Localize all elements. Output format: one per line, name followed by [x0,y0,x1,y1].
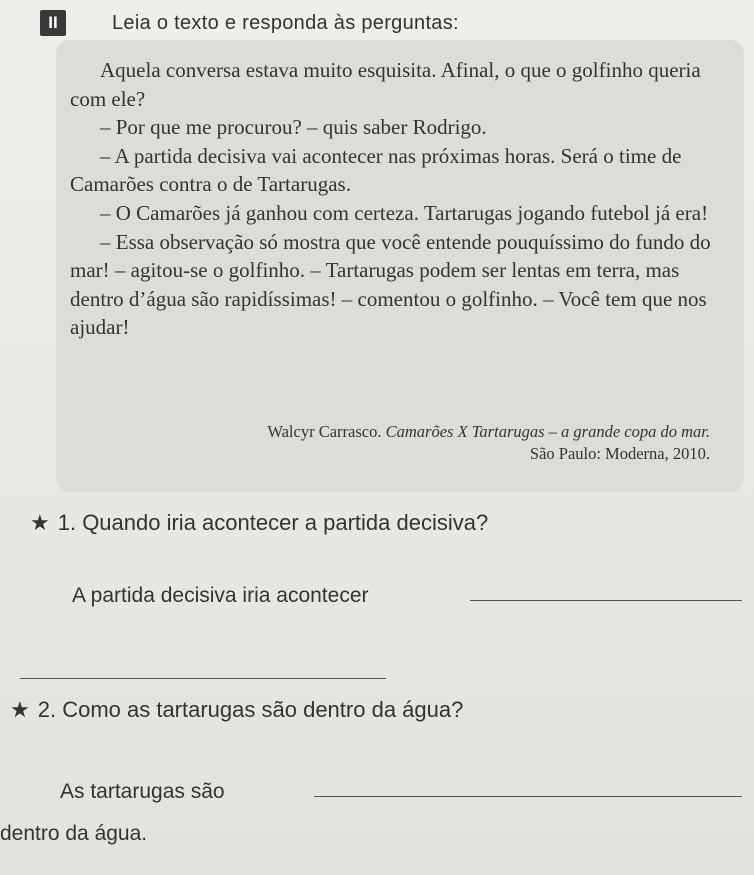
star-icon: ★ [10,697,30,722]
story-paragraph: Aquela conversa estava muito esquisita. Afinal, o que o golfinho queria com ele? [70,58,701,111]
answer-2-prefix: As tartarugas são [60,780,225,803]
citation-work-title: Camarões X Tartarugas – a grande copa do mar. [385,422,710,441]
question-2-text: 2. Como as tartarugas são dentro da água? [37,697,464,722]
story-paragraph: – A partida decisiva vai acontecer nas próximas horas. Será o time de Camarões contra o de Tartarugas. [70,143,682,197]
question-1-text: 1. Quando iria acontecer a partida decisiva? [57,510,489,535]
instruction-text: Leia o texto e responda às perguntas: [112,11,459,34]
citation [267,421,710,465]
story-text [70,56,720,342]
star-icon: ★ [30,510,50,535]
question-2 [10,697,463,723]
answer-2-suffix: dentro da água. [0,822,148,845]
answer-2-blank-line[interactable] [314,796,742,797]
question-1 [30,510,488,536]
citation-author: Walcyr Carrasco. [267,422,382,441]
story-paragraph: – O Camarões já ganhou com certeza. Tartarugas jogando futebol já era! [100,200,709,225]
story-paragraph: – Essa observação só mostra que você entende pouquíssimo do fundo do mar! – agitou-se o golfinho. – Tartarugas podem ser lentas em terra, mas dentro d’água são rapidíssimas! – comentou o golfinho. – Você tem que nos ajudar! [70,229,711,340]
section-header [40,10,459,36]
citation-publisher: São Paulo: Moderna, 2010. [529,444,710,463]
answer-1-blank-line-a[interactable] [470,600,742,601]
answer-1-prefix: A partida decisiva iria acontecer [72,584,369,607]
section-number-badge: II [40,10,66,36]
answer-1-blank-line-b[interactable] [20,678,386,679]
story-paragraph: – Por que me procurou? – quis saber Rodrigo. [100,115,487,140]
